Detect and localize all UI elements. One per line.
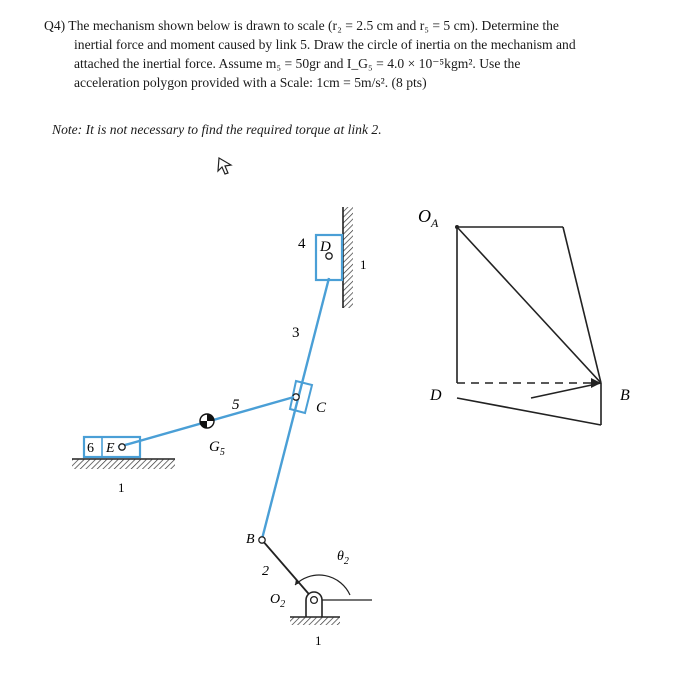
label-point-e: E	[106, 441, 115, 456]
label-oa: $O_A$	[418, 206, 439, 230]
label-link-3: 3	[292, 325, 300, 341]
note-text: Note: It is not necessary to find the required torque at link 2.	[52, 122, 382, 137]
question-line-3: attached the inertial force. Assume m₅ = 50gr and I_G₅ = 4.0 × 10⁻⁵kgm². Use the	[74, 56, 521, 71]
label-point-d: D	[320, 239, 331, 255]
link-2	[262, 540, 314, 600]
label-ground-bottom: 1	[315, 633, 322, 648]
cursor-arrow-icon	[218, 158, 231, 174]
label-point-b: B	[246, 532, 255, 547]
ground-floor-left	[72, 459, 175, 469]
label-g5: $G_5$	[209, 439, 225, 458]
label-ground-left: 1	[118, 480, 125, 495]
label-link-5: 5	[232, 397, 240, 413]
label-point-c: C	[316, 400, 327, 416]
label-theta-2: $\theta_2$	[337, 549, 349, 567]
center-of-mass-g5-icon	[200, 414, 214, 428]
label-polygon-b: B	[620, 387, 630, 404]
label-link-6: 6	[87, 441, 94, 456]
question-line-2: inertial force and moment caused by link 5. Draw the circle of inertia on the mechanism and	[74, 37, 576, 52]
label-link-2: 2	[262, 564, 269, 579]
question-line-1: Q4) The mechanism shown below is drawn to scale (r₂ = 2.5 cm and r₅ = 5 cm). Determine the	[44, 18, 559, 33]
pin-b	[259, 537, 265, 543]
pin-e	[119, 444, 125, 450]
acceleration-polygon	[455, 225, 601, 425]
label-ground-right: 1	[360, 257, 367, 272]
label-o2: $O_2$	[270, 592, 286, 610]
question-line-4: acceleration polygon provided with a Scale: 1cm = 5m/s². (8 pts)	[74, 75, 427, 90]
label-link-4: 4	[298, 236, 306, 252]
ground-wall-right	[343, 207, 353, 308]
label-polygon-d: D	[430, 387, 442, 404]
ground-pivot-o2	[290, 592, 340, 625]
